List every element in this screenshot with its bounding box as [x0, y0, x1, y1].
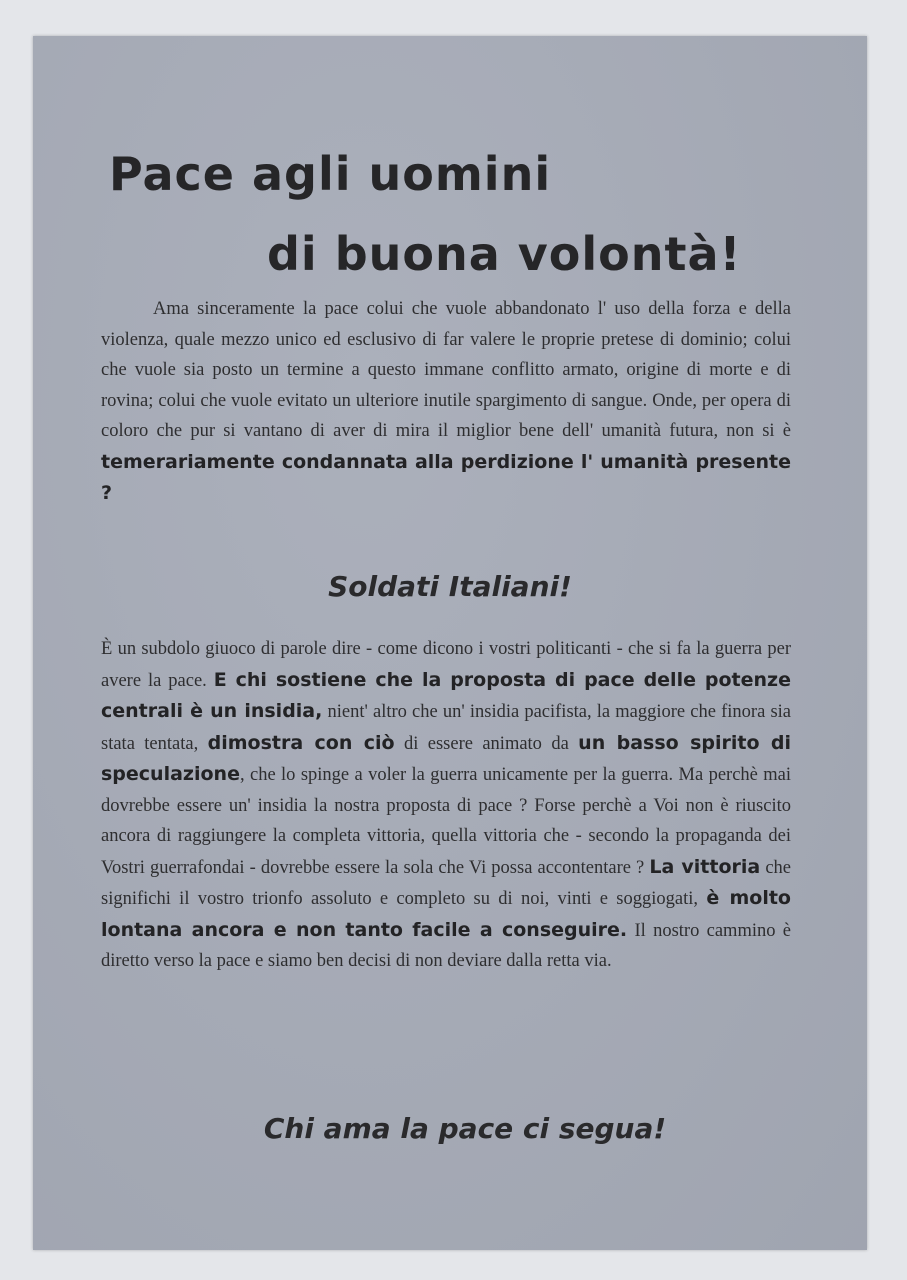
headline-line-2: di buona volontà! [267, 227, 742, 281]
paragraph-2-emphasis-5: è molto lontana ancora e non tanto facile a conseguire. [101, 887, 791, 941]
leaflet-sheet [33, 36, 867, 1250]
paragraph-2-text-3: di essere animato da [394, 733, 579, 754]
paragraph-2 [101, 634, 791, 977]
paragraph-1-emphasis: temerariamente condannata alla perdizione l' umanità presente ? [101, 450, 791, 504]
subheading: Soldati Italiani! [328, 570, 572, 603]
paragraph-2-text-4: , che lo spinge a voler la guerra unicamente per la guerra. Ma perchè mai dovrebbe essere un' insidia la nostra proposta di pace ? Forse perchè a Voi non è riuscito ancora di raggiungere la completa vittoria, quella vittoria che - secondo la propaganda dei Vostri guerrafondai - dovrebbe essere la sola che Vi possa accontentare ? [101, 765, 791, 878]
paragraph-2-text-1: È un subdolo giuoco di parole dire - come dicono i vostri politicanti - che si fa la guerra per avere la pace. [101, 639, 791, 691]
paragraph-1-text: Ama sinceramente la pace colui che vuole abbandonato l' uso della forza e della violenza, quale mezzo unico ed esclusivo di far valere le proprie pretese di dominio; colui che vuole sia posto un termine a questo immane conflitto armato, origine di morte e di rovina; colui che vuole evitato un ulteriore inutile spargimento di sangue. Onde, per opera di coloro che pur si vantano di aver di mira il miglior bene dell' umanità futura, non si è [101, 299, 791, 441]
headline [109, 134, 829, 294]
paragraph-1 [101, 294, 791, 510]
closing-slogan: Chi ama la pace ci segua! [263, 1112, 667, 1145]
paragraph-2-text-6: Il nostro cammino è diretto verso la pace e siamo ben decisi di non deviare dalla retta via. [101, 920, 792, 971]
paragraph-2-text-5: che significhi il vostro trionfo assoluto e completo su di noi, vinti e soggiogati, [101, 857, 791, 909]
headline-line-1: Pace agli uomini [109, 147, 552, 201]
paragraph-2-emphasis-3: un basso spirito di speculazione [101, 731, 792, 785]
paragraph-2-text-2: nient' altro che un' insidia pacifista, la maggiore che finora sia stata tentata, [101, 702, 791, 754]
paragraph-2-emphasis-2: dimostra con ciò [207, 731, 395, 754]
paragraph-2-emphasis-1: E chi sostiene che la proposta di pace delle potenze centrali è un insidia, [101, 668, 791, 722]
paragraph-2-emphasis-4: La vittoria [649, 855, 761, 878]
